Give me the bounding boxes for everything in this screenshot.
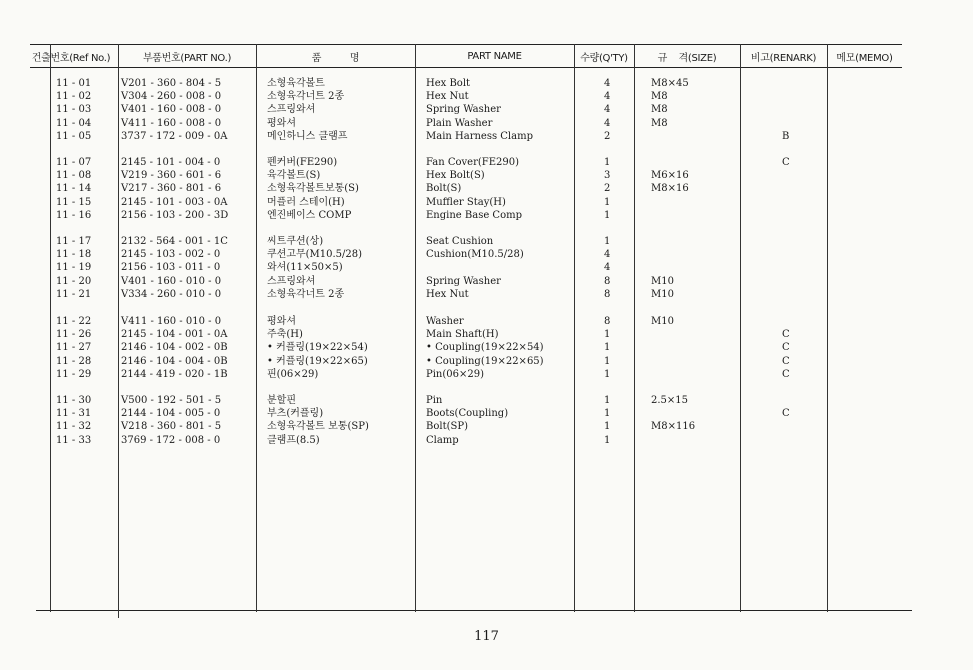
ref-no-cell: 11 - 02 — [56, 91, 92, 103]
col-divider — [118, 44, 119, 618]
part-no-cell: 2145 - 101 - 004 - 0 — [121, 157, 221, 168]
part-no-cell: V304 - 260 - 008 - 0 — [121, 91, 222, 103]
part-no-cell: V334 - 260 - 010 - 0 — [121, 288, 222, 300]
col-divider — [50, 44, 51, 612]
size-cell: M8 — [651, 104, 668, 116]
ref-no-cell: 11 - 28 — [56, 355, 92, 367]
ref-no-cell: 11 - 22 — [56, 316, 92, 327]
qty-cell: 1 — [604, 236, 611, 247]
ref-no-cell: 11 - 19 — [56, 262, 92, 274]
size-cell: M8×16 — [651, 183, 689, 195]
part-no-cell: 2145 - 104 - 001 - 0A — [121, 329, 228, 341]
qty-cell: 8 — [604, 288, 611, 300]
part-name-cell: Hex Nut — [426, 288, 469, 300]
part-name-cell: Spring Washer — [426, 275, 501, 287]
ref-no-cell: 11 - 31 — [56, 408, 92, 420]
ref-no-cell: 11 - 21 — [56, 288, 92, 300]
qty-cell: 4 — [604, 91, 611, 103]
qty-cell: 1 — [604, 421, 611, 433]
ref-no-cell: 11 - 32 — [56, 421, 92, 433]
ref-no-cell: 11 - 16 — [56, 209, 92, 221]
remark-cell: C — [782, 157, 790, 168]
part-name-cell: Hex Bolt — [426, 78, 471, 89]
name-kr-cell: • 커플링(19×22×65) — [267, 355, 368, 367]
ref-no-cell: 11 - 17 — [56, 236, 92, 247]
name-kr-cell: 메인하니스 클램프 — [267, 130, 348, 142]
part-no-cell: V217 - 360 - 801 - 6 — [121, 183, 222, 195]
part-name-cell: Washer — [426, 316, 464, 327]
page-number: 117 — [474, 629, 499, 644]
header-size: 규 격(SIZE) — [657, 52, 717, 64]
part-name-cell: Hex Bolt(S) — [426, 170, 485, 182]
part-name-cell: • Coupling(19×22×65) — [426, 355, 544, 367]
size-cell: M8×116 — [651, 421, 696, 433]
header-ref-no: 건출번호(Ref No.) — [31, 52, 111, 64]
name-kr-cell: 쿠션고무(M10.5/28) — [267, 249, 363, 261]
ref-no-cell: 11 - 26 — [56, 329, 92, 341]
part-no-cell: V218 - 360 - 801 - 5 — [121, 421, 222, 433]
part-no-cell: 2156 - 103 - 011 - 0 — [121, 262, 221, 274]
part-no-cell: V401 - 160 - 008 - 0 — [121, 104, 222, 116]
col-divider — [827, 44, 828, 612]
ref-no-cell: 11 - 05 — [56, 130, 92, 142]
ref-no-cell: 11 - 18 — [56, 249, 92, 261]
qty-cell: 2 — [604, 130, 611, 142]
qty-cell: 1 — [604, 342, 611, 354]
name-kr-cell: 주축(H) — [267, 329, 303, 341]
size-cell: M10 — [651, 275, 674, 287]
size-cell: M8 — [651, 117, 668, 129]
ref-no-cell: 11 - 33 — [56, 434, 92, 446]
part-name-cell: • Coupling(19×22×54) — [426, 342, 544, 354]
qty-cell: 1 — [604, 434, 611, 446]
size-cell: M10 — [651, 288, 674, 300]
part-name-cell: Seat Cushion — [426, 236, 494, 247]
part-no-cell: 2144 - 419 - 020 - 1B — [121, 368, 228, 380]
size-cell: M6×16 — [651, 170, 689, 182]
ref-no-cell: 11 - 07 — [56, 157, 92, 168]
name-kr-cell: 핀(06×29) — [267, 368, 319, 380]
col-divider — [740, 44, 741, 612]
qty-cell: 1 — [604, 209, 611, 221]
qty-cell: 1 — [604, 329, 611, 341]
ref-no-cell: 11 - 20 — [56, 275, 92, 287]
qty-cell: 4 — [604, 104, 611, 116]
header-name-kr: 품 명 — [311, 52, 360, 64]
qty-cell: 4 — [604, 262, 611, 274]
header-bottom-rule — [30, 67, 902, 68]
qty-cell: 1 — [604, 368, 611, 380]
qty-cell: 1 — [604, 355, 611, 367]
name-kr-cell: 소형육각볼트 보통(SP) — [267, 421, 369, 433]
name-kr-cell: 부츠(커플링) — [267, 408, 324, 420]
part-name-cell: Clamp — [426, 434, 459, 446]
part-no-cell: V201 - 360 - 804 - 5 — [121, 78, 222, 89]
remark-cell: B — [782, 130, 790, 142]
size-cell: 2.5×15 — [651, 395, 689, 406]
part-no-cell: 2146 - 104 - 004 - 0B — [121, 355, 228, 367]
bottom-rule — [36, 610, 912, 611]
header-remark: 비고(RENARK) — [750, 52, 817, 64]
qty-cell: 1 — [604, 196, 611, 208]
name-kr-cell: 스프링와셔 — [267, 104, 316, 116]
qty-cell: 4 — [604, 249, 611, 261]
size-cell: M10 — [651, 316, 674, 327]
part-no-cell: 2145 - 101 - 003 - 0A — [121, 196, 228, 208]
name-kr-cell: 소형육각볼트보통(S) — [267, 183, 359, 195]
qty-cell: 2 — [604, 183, 611, 195]
remark-cell: C — [782, 368, 790, 380]
col-divider — [256, 44, 257, 612]
ref-no-cell: 11 - 14 — [56, 183, 92, 195]
name-kr-cell: 씨트쿠션(상) — [267, 236, 324, 247]
qty-cell: 8 — [604, 275, 611, 287]
ref-no-cell: 11 - 15 — [56, 196, 92, 208]
part-name-cell: Spring Washer — [426, 104, 501, 116]
part-name-cell: Muffler Stay(H) — [426, 196, 506, 208]
name-kr-cell: 와셔(11×50×5) — [267, 262, 343, 274]
qty-cell: 3 — [604, 170, 611, 182]
col-divider — [415, 44, 416, 612]
qty-cell: 4 — [604, 78, 611, 89]
name-kr-cell: 평와셔 — [267, 316, 296, 327]
part-name-cell: Main Shaft(H) — [426, 329, 499, 341]
part-no-cell: V219 - 360 - 601 - 6 — [121, 170, 222, 182]
part-no-cell: V500 - 192 - 501 - 5 — [121, 395, 222, 406]
ref-no-cell: 11 - 03 — [56, 104, 92, 116]
header-part-name: PART NAME — [467, 50, 522, 62]
name-kr-cell: 육각볼트(S) — [267, 170, 321, 182]
part-no-cell: 2146 - 104 - 002 - 0B — [121, 342, 228, 354]
part-no-cell: 3769 - 172 - 008 - 0 — [121, 434, 221, 446]
name-kr-cell: 소형육각볼트 — [267, 78, 325, 89]
name-kr-cell: • 커플링(19×22×54) — [267, 342, 368, 354]
part-no-cell: 2156 - 103 - 200 - 3D — [121, 209, 229, 221]
part-no-cell: 2144 - 104 - 005 - 0 — [121, 408, 221, 420]
part-name-cell: Engine Base Comp — [426, 209, 522, 221]
qty-cell: 1 — [604, 395, 611, 406]
header-qty: 수량(Q'TY) — [580, 52, 628, 64]
col-divider — [574, 44, 575, 612]
name-kr-cell: 펜커버(FE290) — [267, 157, 338, 168]
qty-cell: 1 — [604, 408, 611, 420]
remark-cell: C — [782, 408, 790, 420]
part-no-cell: V411 - 160 - 010 - 0 — [121, 316, 222, 327]
header-memo: 메모(MEMO) — [836, 52, 893, 64]
part-name-cell: Pin — [426, 395, 443, 406]
qty-cell: 4 — [604, 117, 611, 129]
name-kr-cell: 소형육각너트 2종 — [267, 91, 345, 103]
part-name-cell: Main Harness Clamp — [426, 130, 533, 142]
part-name-cell: Pin(06×29) — [426, 368, 484, 380]
part-no-cell: 3737 - 172 - 009 - 0A — [121, 130, 228, 142]
size-cell: M8×45 — [651, 78, 689, 89]
name-kr-cell: 엔진베이스 COMP — [267, 209, 352, 221]
part-name-cell: Boots(Coupling) — [426, 408, 509, 420]
part-name-cell: Hex Nut — [426, 91, 469, 103]
name-kr-cell: 소형육각너트 2종 — [267, 288, 345, 300]
remark-cell: C — [782, 329, 790, 341]
part-name-cell: Plain Washer — [426, 117, 493, 129]
part-no-cell: V401 - 160 - 010 - 0 — [121, 275, 222, 287]
ref-no-cell: 11 - 08 — [56, 170, 92, 182]
part-no-cell: 2145 - 103 - 002 - 0 — [121, 249, 221, 261]
part-name-cell: Bolt(S) — [426, 183, 462, 195]
part-name-cell: Cushion(M10.5/28) — [426, 249, 524, 261]
header-part-no: 부품번호(PART NO.) — [142, 52, 232, 64]
part-name-cell: Fan Cover(FE290) — [426, 157, 519, 168]
ref-no-cell: 11 - 27 — [56, 342, 92, 354]
ref-no-cell: 11 - 30 — [56, 395, 92, 406]
size-cell: M8 — [651, 91, 668, 103]
name-kr-cell: 평와셔 — [267, 117, 296, 129]
qty-cell: 1 — [604, 157, 611, 168]
ref-no-cell: 11 - 04 — [56, 117, 92, 129]
part-no-cell: 2132 - 564 - 001 - 1C — [121, 236, 228, 247]
name-kr-cell: 머플러 스테이(H) — [267, 196, 345, 208]
qty-cell: 8 — [604, 316, 611, 327]
part-no-cell: V411 - 160 - 008 - 0 — [121, 117, 222, 129]
name-kr-cell: 분할핀 — [267, 395, 296, 406]
ref-no-cell: 11 - 29 — [56, 368, 92, 380]
ref-no-cell: 11 - 01 — [56, 78, 92, 89]
part-name-cell: Bolt(SP) — [426, 421, 468, 433]
name-kr-cell: 스프링와셔 — [267, 275, 316, 287]
name-kr-cell: 클램프(8.5) — [267, 434, 320, 446]
col-divider — [634, 44, 635, 612]
top-rule — [30, 44, 902, 45]
remark-cell: C — [782, 355, 790, 367]
remark-cell: C — [782, 342, 790, 354]
